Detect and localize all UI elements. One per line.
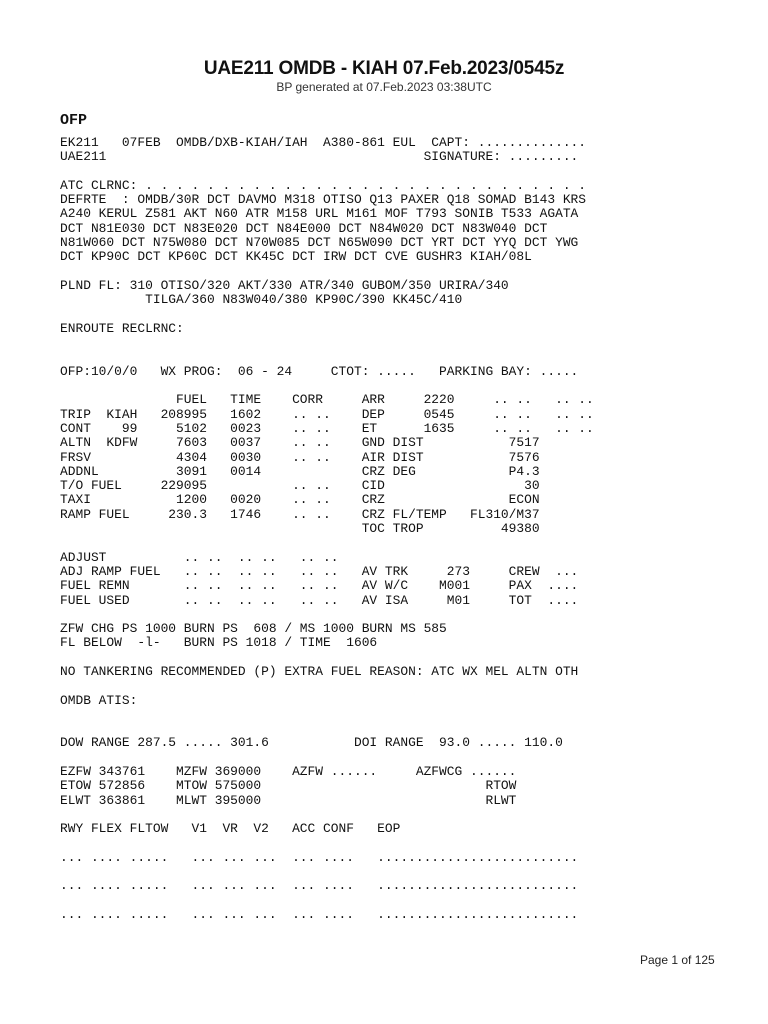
ofp-line: UAE211 SIGNATURE: .........	[60, 149, 579, 165]
ofp-line: ... .... ..... ... ... ... ... .... ..........................	[60, 878, 579, 894]
section-heading-ofp: OFP	[60, 112, 88, 129]
ofp-line: DOW RANGE 287.5 ..... 301.6 DOI RANGE 93.0 ..... 110.0	[60, 735, 563, 751]
ofp-line: FL BELOW -l- BURN PS 1018 / TIME 1606	[60, 635, 378, 651]
ofp-line: DCT KP90C DCT KP60C DCT KK45C DCT IRW DCT CVE GUSHR3 KIAH/08L	[60, 249, 532, 265]
ofp-line: ELWT 363861 MLWT 395000 RLWT	[60, 792, 517, 808]
ofp-line: FRSV 4304 0030 .. .. AIR DIST 7576	[60, 449, 540, 465]
ofp-line: ... .... ..... ... ... ... ... .... ..........................	[60, 849, 579, 865]
ofp-line: ADJUST .. .. .. .. .. ..	[60, 549, 339, 565]
ofp-line: TOC TROP 49380	[60, 521, 540, 537]
ofp-line: PLND FL: 310 OTISO/320 AKT/330 ATR/340 GUBOM/350 URIRA/340	[60, 277, 509, 293]
ofp-line: ATC CLRNC: . . . . . . . . . . . . . . . . . . . . . . . . . . . . .	[60, 177, 587, 193]
ofp-line: ... .... ..... ... ... ... ... .... ..........................	[60, 907, 579, 923]
document-title: UAE211 OMDB - KIAH 07.Feb.2023/0545z	[203, 58, 565, 79]
ofp-line: FUEL USED .. .. .. .. .. .. AV ISA M01 TOT ....	[60, 592, 579, 608]
ofp-line: ENROUTE RECLRNC:	[60, 320, 184, 336]
page-number: Page 1 of 125	[640, 953, 715, 967]
ofp-line: ALTN KDFW 7603 0037 .. .. GND DIST 7517	[60, 435, 540, 451]
ofp-line: DEFRTE : OMDB/30R DCT DAVMO M318 OTISO Q13 PAXER Q18 SOMAD B143 KRS	[60, 192, 587, 208]
ofp-line: DCT N81E030 DCT N83E020 DCT N84E000 DCT N84W020 DCT N83W040 DCT	[60, 220, 548, 236]
flight-plan-body	[60, 136, 594, 922]
ofp-line: OFP:10/0/0 WX PROG: 06 - 24 CTOT: ..... PARKING BAY: .....	[60, 363, 579, 379]
ofp-line: EZFW 343761 MZFW 369000 AZFW ...... AZFWCG ......	[60, 764, 517, 780]
ofp-line: CONT 99 5102 0023 .. .. ET 1635 .. .. .. ..	[60, 420, 594, 436]
ofp-line: RAMP FUEL 230.3 1746 .. .. CRZ FL/TEMP FL310/M37	[60, 506, 540, 522]
ofp-line: NO TANKERING RECOMMENDED (P) EXTRA FUEL REASON: ATC WX MEL ALTN OTH	[60, 663, 579, 679]
ofp-line: ETOW 572856 MTOW 575000 RTOW	[60, 778, 517, 794]
ofp-line: T/O FUEL 229095 .. .. CID 30	[60, 478, 540, 494]
ofp-line: A240 KERUL Z581 AKT N60 ATR M158 URL M161 MOF T793 SONIB T533 AGATA	[60, 206, 579, 222]
ofp-line: EK211 07FEB OMDB/DXB-KIAH/IAH A380-861 EUL CAPT: ..............	[60, 135, 587, 150]
ofp-line: ZFW CHG PS 1000 BURN PS 608 / MS 1000 BURN MS 585	[60, 621, 447, 637]
ofp-line: ADJ RAMP FUEL .. .. .. .. .. .. AV TRK 273 CREW ...	[60, 563, 579, 579]
ofp-line: TILGA/360 N83W040/380 KP90C/390 KK45C/410	[60, 292, 463, 308]
ofp-line: RWY FLEX FLTOW V1 VR V2 ACC CONF EOP	[60, 821, 401, 837]
generated-timestamp: BP generated at 07.Feb.2023 03:38UTC	[276, 80, 492, 94]
ofp-line: FUEL REMN .. .. .. .. .. .. AV W/C M001 PAX ....	[60, 578, 579, 594]
ofp-line: TAXI 1200 0020 .. .. CRZ ECON	[60, 492, 540, 508]
ofp-line: ADDNL 3091 0014 CRZ DEG P4.3	[60, 463, 540, 479]
ofp-line: OMDB ATIS:	[60, 692, 138, 708]
ofp-line: TRIP KIAH 208995 1602 .. .. DEP 0545 .. .. .. ..	[60, 406, 594, 422]
ofp-line: FUEL TIME CORR ARR 2220 .. .. .. ..	[60, 392, 594, 408]
ofp-line: N81W060 DCT N75W080 DCT N70W085 DCT N65W090 DCT YRT DCT YYQ DCT YWG	[60, 235, 579, 251]
